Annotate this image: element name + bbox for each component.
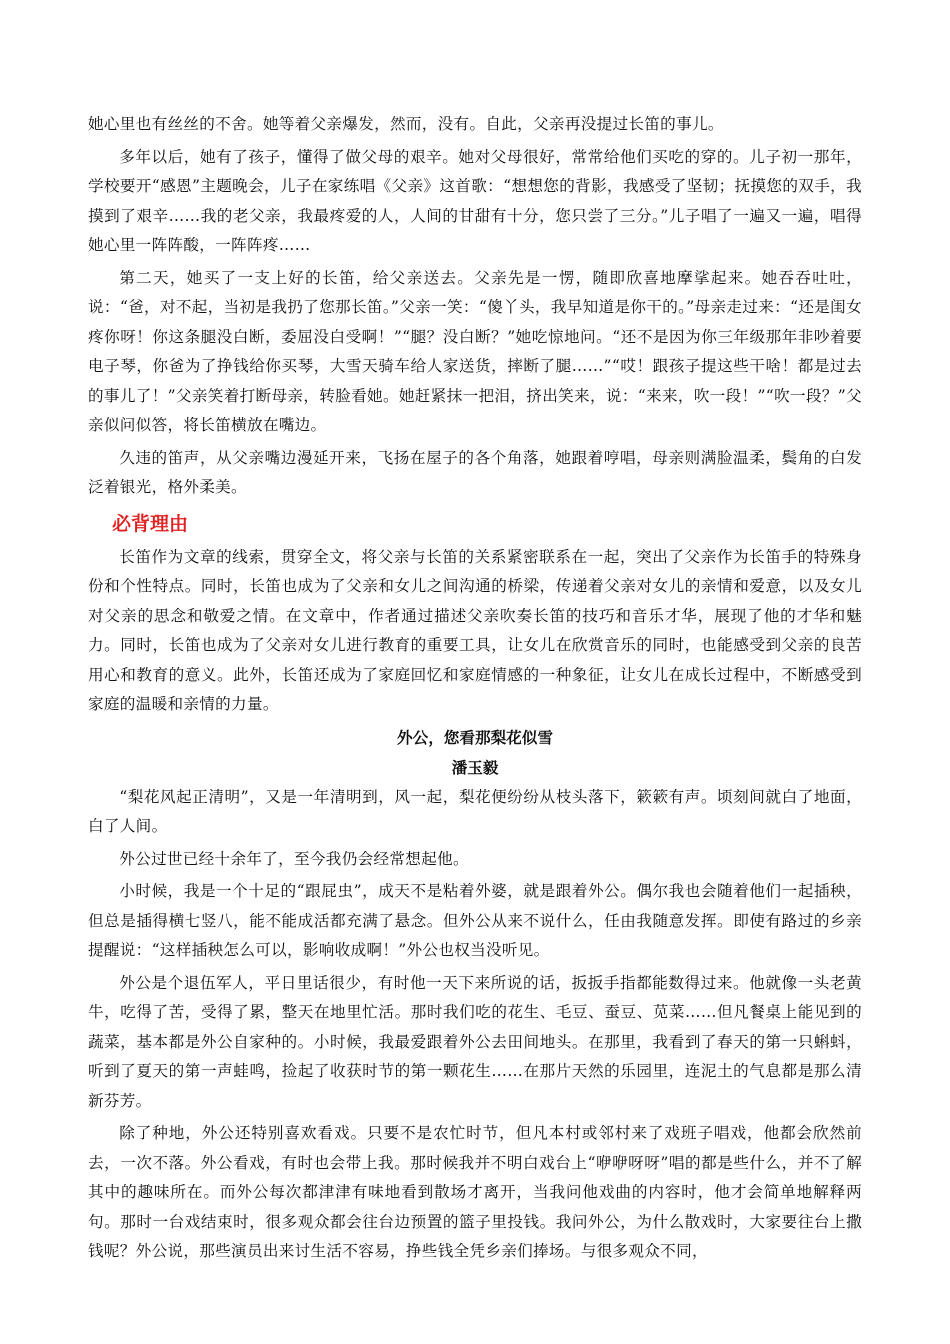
reason-section bbox=[88, 509, 862, 720]
paragraph: 第二天，她买了一支上好的长笛，给父亲送去。父亲先是一愣，随即欣喜地摩挲起来。她吞吞吐吐，说：“爸，对不起，当初是我扔了您那长笛。”父亲一笑：“傻丫头，我早知道是你干的。”母亲走过来：“还是闺女疼你呀！你这条腿没白断，委屈没白受啊！”“腿？没白断？”她吃惊地问。“还不是因为你三年级那年非吵着要电子琴，你爸为了挣钱给你买琴，大雪天骑车给人家送货，摔断了腿……”“哎！跟孩子提这些干啥！都是过去的事儿了！”父亲笑着打断母亲，转脸看她。她赶紧抹一把泪，挤出笑来，说：“来来，吹一段！”“吹一段？”父亲似问似答，将长笛横放在嘴边。 bbox=[88, 268, 862, 434]
reason-heading: 必背理由 bbox=[112, 512, 189, 535]
paragraph: 她心里也有丝丝的不舍。她等着父亲爆发，然而，没有。自此，父亲再没提过长笛的事儿。 bbox=[88, 115, 724, 133]
paragraph: 外公过世已经十余年了，至今我仍会经常想起他。 bbox=[119, 849, 469, 868]
story-flute-continuation bbox=[88, 110, 862, 503]
reason-text: 长笛作为文章的线索，贯穿全文，将父亲与长笛的关系紧密联系在一起，突出了父亲作为长笛手的特殊身份和个性特点。同时，长笛也成为了父亲和女儿之间沟通的桥梁，传递着父亲对女儿的亲情和爱意，以及女儿对父亲的思念和敬爱之情。在文章中，作者通过描述父亲吹奏长笛的技巧和音乐才华，展现了他的才华和魅力。同时，长笛也成为了父亲对女儿进行教育的重要工具，让女儿在欣赏音乐的同时，也能感受到父亲的良苦用心和教育的意义。此外，长笛还成为了家庭回忆和家庭情感的一种象征，让女儿在成长过程中，不断感受到家庭的温暖和亲情的力量。 bbox=[88, 547, 862, 713]
paragraph: “梨花风起正清明”，又是一年清明到，风一起，梨花便纷纷从枝头落下，簌簌有声。顷刻间就白了地面，白了人间。 bbox=[88, 787, 862, 835]
paragraph: 除了种地，外公还特别喜欢看戏。只要不是农忙时节，但凡本村或邻村来了戏班子唱戏，他都会欣然前去，一次不落。外公看戏，有时也会带上我。那时候我并不明白戏台上“咿咿呀呀”唱的都是些什么，并不了解其中的趣味所在。而外公每次都津津有味地看到散场才离开，当我问他戏曲的内容时，他才会简单地解释两句。那时一台戏结束时，很多观众都会往台边预置的篮子里投钱。我问外公，为什么散戏时，大家要往台上撒钱呢？外公说，那些演员出来讨生活不容易，挣些钱全凭乡亲们捧场。与很多观众不同， bbox=[88, 1124, 862, 1260]
paragraph: 外公是个退伍军人，平日里话很少，有时他一天下来所说的话，扳扳手指都能数得过来。他就像一头老黄牛，吃得了苦，受得了累，整天在地里忙活。那时我们吃的花生、毛豆、蚕豆、苋菜……但凡餐桌上能见到的蔬菜，基本都是外公自家种的。小时候，我最爱跟着外公去田间地头。在那里，我看到了春天的第一只蝌蚪，听到了夏天的第一声蛙鸣，捡起了收获时节的第一颗花生……在那片天然的乐园里，连泥土的气息都是那么清新芬芳。 bbox=[88, 973, 862, 1110]
paragraph: 久违的笛声，从父亲嘴边漫延开来，飞扬在屋子的各个角落，她跟着哼唱，母亲则满脸温柔，鬓角的白发泛着银光，格外柔美。 bbox=[88, 448, 862, 496]
paragraph: 多年以后，她有了孩子，懂得了做父母的艰辛。她对父母很好，常常给他们买吃的穿的。儿子初一那年，学校要开“感恩”主题晚会，儿子在家练唱《父亲》这首歌：“想想您的背影，我感受了坚韧；抚摸您的双手，我摸到了艰辛……我的老父亲，我最疼爱的人，人间的甘甜有十分，您只尝了三分。”儿子唱了一遍又一遍，唱得她心里一阵阵酸，一阵阵疼…… bbox=[88, 147, 862, 254]
article-author: 潘玉毅 bbox=[451, 758, 499, 777]
paragraph: 小时候，我是一个十足的“跟屁虫”，成天不是粘着外婆，就是跟着外公。偶尔我也会随着他们一起插秧，但总是插得横七竖八，能不能成活都充满了悬念。但外公从来不说什么，任由我随意发挥。即使有路过的乡亲提醒说：“这样插秧怎么可以，影响收成啊！”外公也权当没听见。 bbox=[88, 882, 862, 959]
article-title: 外公，您看那梨花似雪 bbox=[397, 728, 553, 747]
story-grandpa bbox=[88, 723, 862, 1267]
